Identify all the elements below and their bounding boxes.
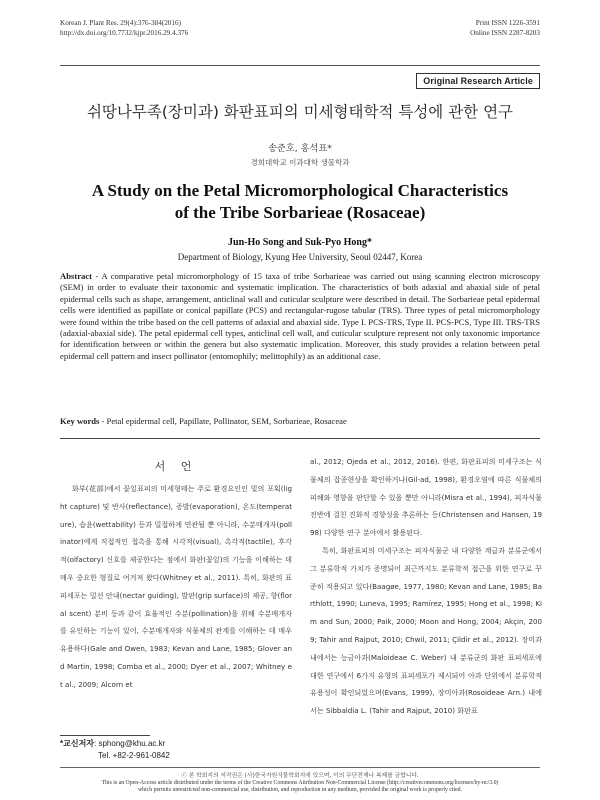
print-issn: Print ISSN 1226-3591 bbox=[475, 19, 540, 27]
footnote-divider bbox=[60, 735, 150, 736]
keywords-label: Key words bbox=[60, 416, 100, 426]
journal-header bbox=[60, 18, 188, 38]
copyright-notice: ⓒ 본 학회지의 저작권은 (사)한국자원식물학회지에 있으며, 이의 무단전재나 복제를 금합니다. bbox=[181, 773, 419, 779]
license-line-1: This is an Open-Access article distributed under the terms of the Creative Commons Attribution Non-Commercial License (http://creativecommons.org/licenses/by-nc/3.0) bbox=[101, 780, 499, 786]
paragraph: 특히, 화판표피의 미세구조는 피자식물군 내 다양한 계급과 분류군에서 그 분류학적 가치가 증명되어 최근까지도 분류학적 접근을 위한 연구로 꾸준히 적용되고 있다(Baagøe, 1977, 1980; Kevan and Lane, 1985; Barthlott, 1990; Luneva, 1995; Ramírez, 1995; Hong et al., 1998; Kim and Sun, 2000; Paik, 2000; Moon and Hong, 2004; Akçin, 2009; Tahir and Rajput, 2010; Chwil, 2011; Çildir et al., 2012). 장미과 내에서는 능금아과(Maloideae C. Weber) 내 분류군의 화판 표피세포에 대한 연구에서 6가지 유형의 표피세포가 제시되어 아과 단위에서 분류학적 유용성이 확인되었으며(Evans, 1999), 장미아과(Rosoideae Arn.) 내에서는 Sibbaldia L. (Tahir and Rajput, 2010) 화판표 bbox=[310, 545, 542, 716]
paragraph: 화부(花部)에서 꽃잎표피의 미세형태는 주로 환경요인인 빛의 포획(light capture) 및 반사(reflectance), 증발(evaporation), 온도(temperature), 습윤(wettability) 등과 밀접하게 연관될 뿐 아니라, 수분매개자(pollinator)에게 직접적인 접촉을 통해 시각적(visual), 촉각적(tactile), 후각적(olfactory) 신호를 제공한다는 점에서 화판(꽃잎)의 기능을 이해하는 데 매우 중요한 형질로 여겨져 왔다(Whitney et al., 2011). 특히, 화판의 표피세포는 밀선 안내(nectar guiding), 발판(grip surface)의 제공, 향(floral scent) 분비 등과 같이 효율적인 수분(pollination)을 위해 수분매개자를 유인하는 기능이 있어, 수분매개자와 식물체의 관계를 이해하는 데 매우 유용하다(Gale and Owen, 1983; Kevan and Lane, 1985; Glover and Martin, 1998; Comba et al., 2000; Dyer et al., 2007; Whitney et al., 2009; Alcorn et bbox=[60, 484, 292, 689]
english-title-line-1: A Study on the Petal Micromorphological Characteristics bbox=[91, 181, 509, 200]
keywords-divider bbox=[60, 438, 540, 439]
article-type-badge: Original Research Article bbox=[416, 73, 540, 89]
license-notice bbox=[40, 780, 560, 794]
section-heading-introduction: 서 언 bbox=[154, 460, 198, 473]
korean-authors: 송준호, 홍석표* bbox=[268, 143, 332, 154]
issn-block bbox=[470, 18, 540, 38]
footnote-tel: Tel. +82-2-961-0842 bbox=[98, 751, 170, 760]
korean-title: 쉬땅나무족(장미과) 화판표피의 미세형태학적 특성에 관한 연구 bbox=[86, 103, 514, 121]
journal-citation: Korean J. Plant Res. 29(4):376-384(2016) bbox=[60, 19, 181, 27]
abstract bbox=[60, 271, 540, 362]
footnote-email[interactable]: : sphong@khu.ac.kr bbox=[94, 739, 166, 748]
keywords bbox=[60, 416, 540, 427]
abstract-label: Abstract bbox=[60, 271, 92, 281]
corresponding-author-footnote bbox=[60, 738, 170, 762]
english-title-line-2: of the Tribe Sorbarieae (Rosaceae) bbox=[174, 203, 426, 222]
license-line-2: which permits unrestricted non-commercial use, distribution, and reproduction in any medium, provided the original work is properly cited. bbox=[137, 787, 463, 794]
english-affiliation: Department of Biology, Kyung Hee University, Seoul 02447, Korea bbox=[177, 252, 423, 262]
footer-divider bbox=[60, 767, 540, 768]
doi-link[interactable]: http://dx.doi.org/10.7732/kjpr.2016.29.4.376 bbox=[60, 29, 189, 37]
left-column bbox=[60, 480, 292, 694]
paragraph: al., 2012; Ojeda et al., 2012, 2016). 한편, 화판표피의 미세구조는 식물체의 잡종현상을 확인하거나(Gil-ad, 1998), 환경오염에 따른 식물체의 피해와 영향을 판단할 수 있을 뿐만 아니라(Misra et al., 1994), 피자식물 전반에 걸친 진화적 경향성을 추론하는 등(Christensen and Hansen, 1998) 다양한 연구 분야에서 활용된다. bbox=[310, 457, 542, 538]
keywords-text: - Petal epidermal cell, Papillate, Pollinator, SEM, Sorbarieae, Rosaceae bbox=[101, 416, 347, 426]
abstract-text: - A comparative petal micromorphology of 15 taxa of tribe Sorbarieae was carried out using scanning electron microscopy (SEM) in order to evaluate their taxonomic and systematic implication. The characteristics of both adaxial and abaxial side of petal epidermal cells such as shape, arrangement, anticlinal wall and cuticular sculpture were described in detail. The Sorbarieae petal epidermal cells were identified as papillate or conical papillate (PCS) and rectangular-rugose tabular (TRS). Three types of petal micromorphology were found within the tribe based on the cell patterns of adaxial and abaxial side. Type I. PCS-TRS, Type II. PCS-PCS, Type III. TRS-TRS (adaxial-abaxial side). The petal epidermal cell types, anticlinal cell wall, and cuticular sculpture represent not only taxonomic importance for identification between or within the genera but also systematic implication. Moreover, this study provides a relation between petal epidermal cell pattern and insect pollinator (entomophily; melittophily) as an additional case. bbox=[60, 271, 540, 361]
english-authors: Jun-Ho Song and Suk-Pyo Hong* bbox=[228, 237, 372, 248]
footnote-label: *교신저자 bbox=[60, 739, 95, 748]
online-issn: Online ISSN 2287-8203 bbox=[470, 29, 540, 37]
header-divider bbox=[60, 65, 540, 66]
english-title bbox=[0, 180, 600, 224]
right-column bbox=[310, 453, 542, 720]
korean-affiliation: 경희대학교 이과대학 생물학과 bbox=[250, 158, 350, 167]
